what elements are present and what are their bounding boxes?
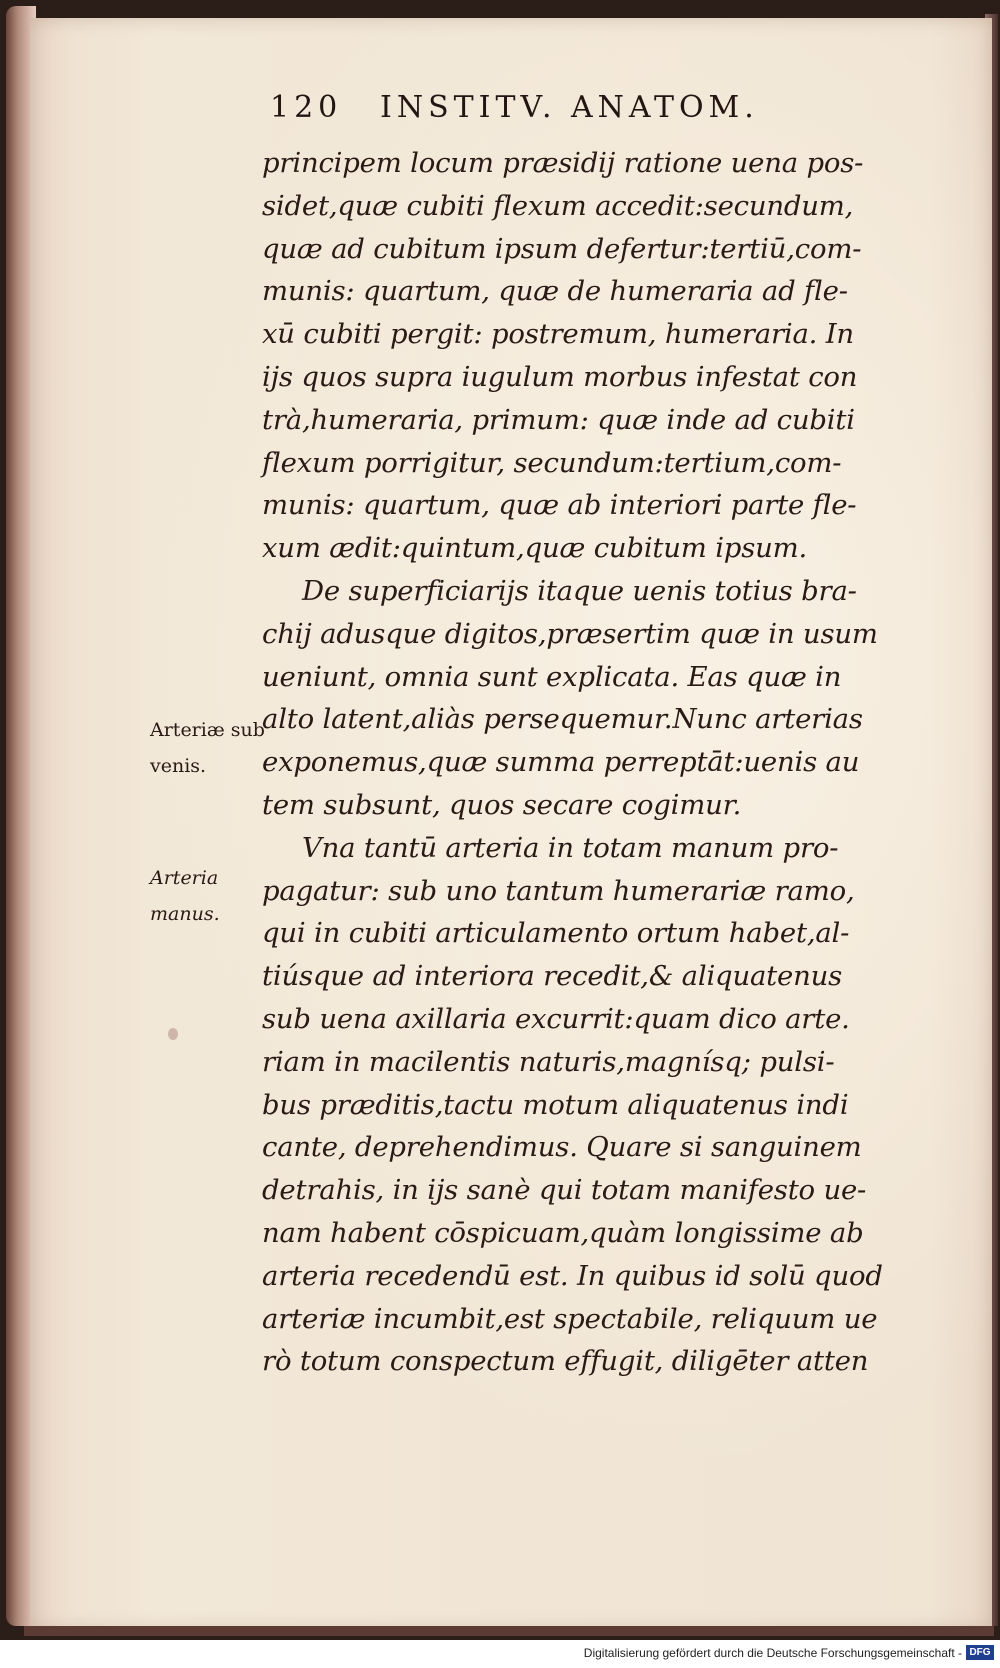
footer-bar bbox=[0, 1640, 1000, 1668]
text-line: principem locum præsidij ratione uena pos- bbox=[262, 147, 864, 179]
text-line: cante, deprehendimus. Quare si sanguinem bbox=[262, 1131, 862, 1164]
text-line: pagatur: sub uno tantum humerariæ ramo, bbox=[262, 874, 855, 907]
running-head bbox=[270, 90, 850, 130]
text-line: De superficiarijs itaque uenis totius bra- bbox=[302, 574, 857, 607]
margin-note-arteria-manus bbox=[150, 860, 220, 932]
text-line: flexum porrigitur, secundum:tertium,com- bbox=[262, 446, 842, 479]
text-line: ueniunt, omnia sunt explicata. Eas quæ in bbox=[262, 660, 842, 693]
text-line: sub uena axillaria excurrit:quam dico arte. bbox=[262, 1002, 850, 1035]
text-line: Vna tantū arteria in totam manum pro- bbox=[302, 831, 839, 864]
ink-smudge bbox=[168, 1028, 178, 1040]
dfg-logo: DFG bbox=[966, 1645, 994, 1660]
margin-note-arteriae-sub-venis bbox=[150, 712, 265, 784]
text-line: xū cubiti pergit: postremum, humeraria. In bbox=[262, 318, 854, 351]
margin-note-line: venis. bbox=[150, 755, 207, 777]
text-line: arteria recedendū est. In quibus id solū quod bbox=[262, 1259, 883, 1292]
text-line: chij adusque digitos,præsertim quæ in usum bbox=[262, 617, 878, 650]
text-line: trà,humeraria, primum: quæ inde ad cubiti bbox=[262, 403, 855, 436]
running-title: INSTITV. ANATOM. bbox=[380, 90, 759, 125]
text-line: ijs quos supra iugulum morbus infestat con bbox=[262, 360, 858, 393]
text-line: detrahis, in ijs sanè qui totam manifesto ue- bbox=[262, 1174, 867, 1207]
text-line: exponemus,quæ summa perreptāt:uenis au bbox=[262, 746, 860, 779]
book-edge-bottom bbox=[24, 1626, 994, 1636]
text-line: arteriæ incumbit,est spectabile, reliquum ue bbox=[262, 1302, 878, 1335]
text-line: nam habent cōspicuam,quàm longissime ab bbox=[262, 1216, 864, 1249]
text-line: bus præditis,tactu motum aliquatenus indi bbox=[262, 1088, 849, 1121]
text-line: munis: quartum, quæ ab interiori parte fle- bbox=[262, 489, 857, 522]
text-line: quæ ad cubitum ipsum defertur:tertiū,com- bbox=[262, 232, 862, 265]
text-line: rò totum conspectum effugit, diligēter atten bbox=[262, 1345, 869, 1378]
text-line: sidet,quæ cubiti flexum accedit:secundum, bbox=[262, 189, 854, 222]
margin-note-line: Arteria bbox=[150, 867, 219, 889]
body-text bbox=[262, 142, 902, 1383]
text-line: munis: quartum, quæ de humeraria ad fle- bbox=[262, 275, 848, 308]
text-line: alto latent,aliàs persequemur.Nunc arterias bbox=[262, 703, 863, 736]
text-line: tiúsque ad interiora recedit,& aliquatenus bbox=[262, 960, 843, 993]
text-line: xum ædit:quintum,quæ cubitum ipsum. bbox=[262, 532, 808, 565]
page-number: 120 bbox=[270, 90, 343, 125]
text-line: qui in cubiti articulamento ortum habet,al- bbox=[262, 917, 850, 950]
funding-credit: Digitalisierung gefördert durch die Deutsche Forschungsgemeinschaft - bbox=[583, 1646, 962, 1660]
margin-note-line: manus. bbox=[150, 903, 220, 925]
margin-note-line: Arteriæ sub bbox=[150, 719, 265, 741]
text-line: riam in macilentis naturis,magnísq; pulsi- bbox=[262, 1045, 835, 1078]
text-line: tem subsunt, quos secare cogimur. bbox=[262, 788, 742, 821]
